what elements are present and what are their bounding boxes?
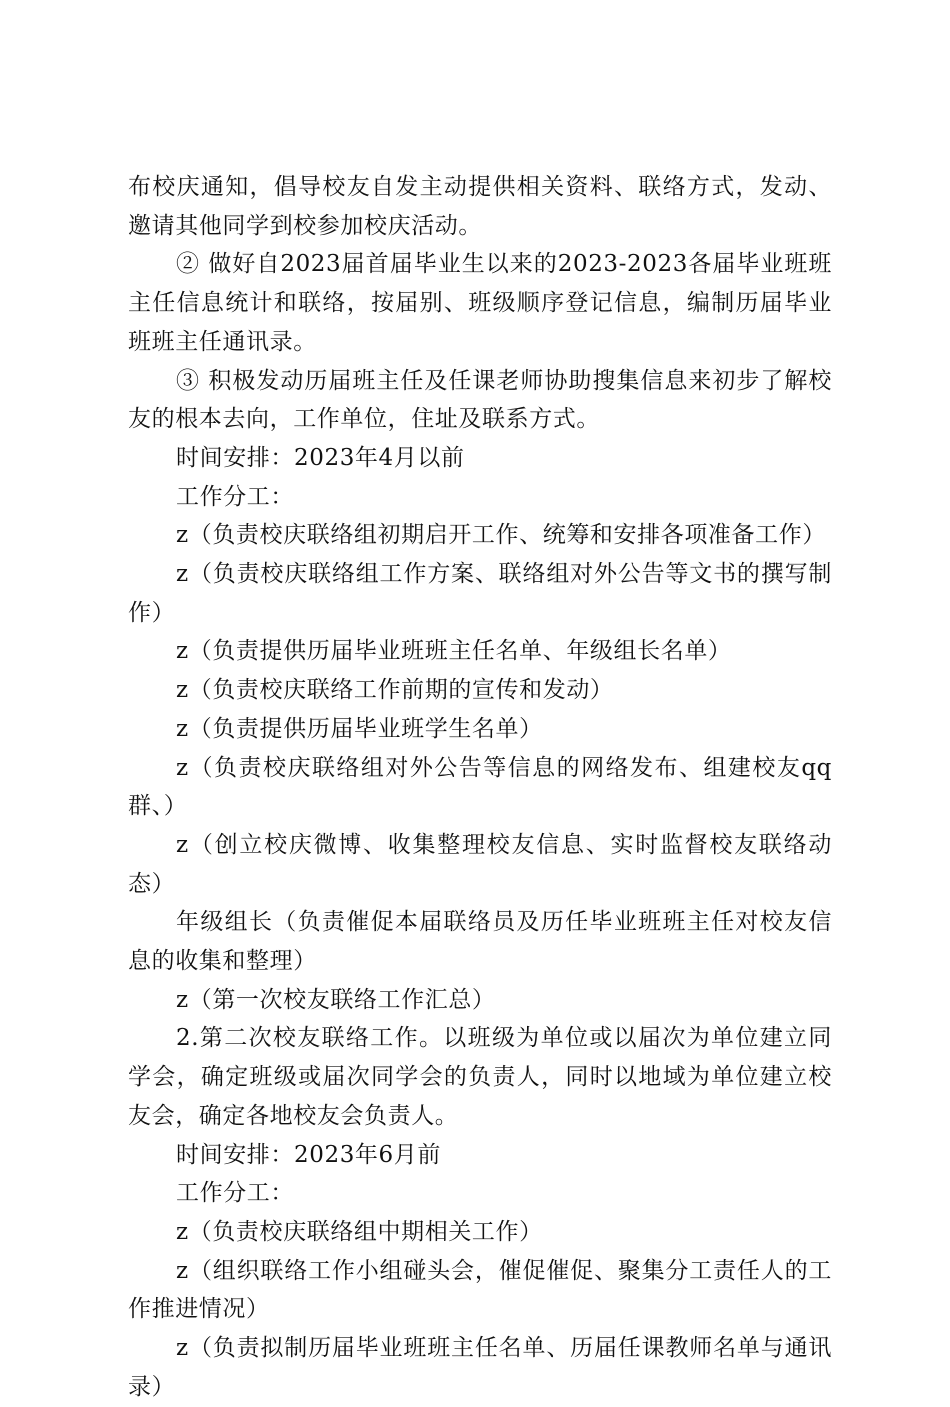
task-item-7: z（创立校庆微博、收集整理校友信息、实时监督校友联络动态）: [128, 831, 832, 897]
division-heading-1: 工作分工：: [176, 483, 294, 510]
task-item-6: z（负责校庆联络组对外公告等信息的网络发布、组建校友qq群、）: [128, 754, 832, 820]
task-item-1: z（负责校庆联络组初期启开工作、统筹和安排各项准备工作）: [176, 522, 826, 549]
schedule-line-2: 时间安排：2023年6月前: [176, 1141, 441, 1168]
task-item-3: z（负责提供历届毕业班班主任名单、年级组长名单）: [176, 638, 732, 665]
division-heading-2: 工作分工：: [176, 1180, 294, 1207]
task-item-10: z（负责校庆联络组中期相关工作）: [176, 1218, 543, 1245]
task-item-4: z（负责校庆联络工作前期的宣传和发动）: [176, 677, 614, 704]
paragraph-1: 布校庆通知，倡导校友自发主动提供相关资料、联络方式，发动、邀请其他同学到校参加校庆活动。: [128, 174, 832, 239]
paragraph-2: ② 做好自2023届首届毕业生以来的2023-2023各届毕业班班主任信息统计和联络，按届别、班级顺序登记信息，编制历届毕业班班主任通讯录。: [128, 251, 832, 355]
task-item-12: z（负责拟制历届毕业班班主任名单、历届任课教师名单与通讯录）: [128, 1335, 832, 1400]
task-item-2: z（负责校庆联络组工作方案、联络组对外公告等文书的撰写制作）: [128, 561, 832, 626]
schedule-line-1: 时间安排：2023年4月以前: [176, 444, 465, 471]
paragraph-3: ③ 积极发动历届班主任及任课老师协助搜集信息来初步了解校友的根本去向，工作单位，住址及联系方式。: [128, 367, 832, 433]
task-item-8: 年级组长（负责催促本届联络员及历任毕业班班主任对校友信息的收集和整理）: [128, 909, 832, 975]
task-item-9: z（第一次校友联络工作汇总）: [176, 986, 496, 1013]
document-body: [128, 168, 832, 1407]
section-paragraph-2: 2.第二次校友联络工作。以班级为单位或以届次为单位建立同学会，确定班级或届次同学会的负责人，同时以地域为单位建立校友会，确定各地校友会负责人。: [128, 1025, 832, 1129]
task-item-5: z（负责提供历届毕业班学生名单）: [176, 715, 543, 742]
task-item-11: z（组织联络工作小组碰头会，催促催促、聚集分工责任人的工作推进情况）: [128, 1257, 832, 1323]
